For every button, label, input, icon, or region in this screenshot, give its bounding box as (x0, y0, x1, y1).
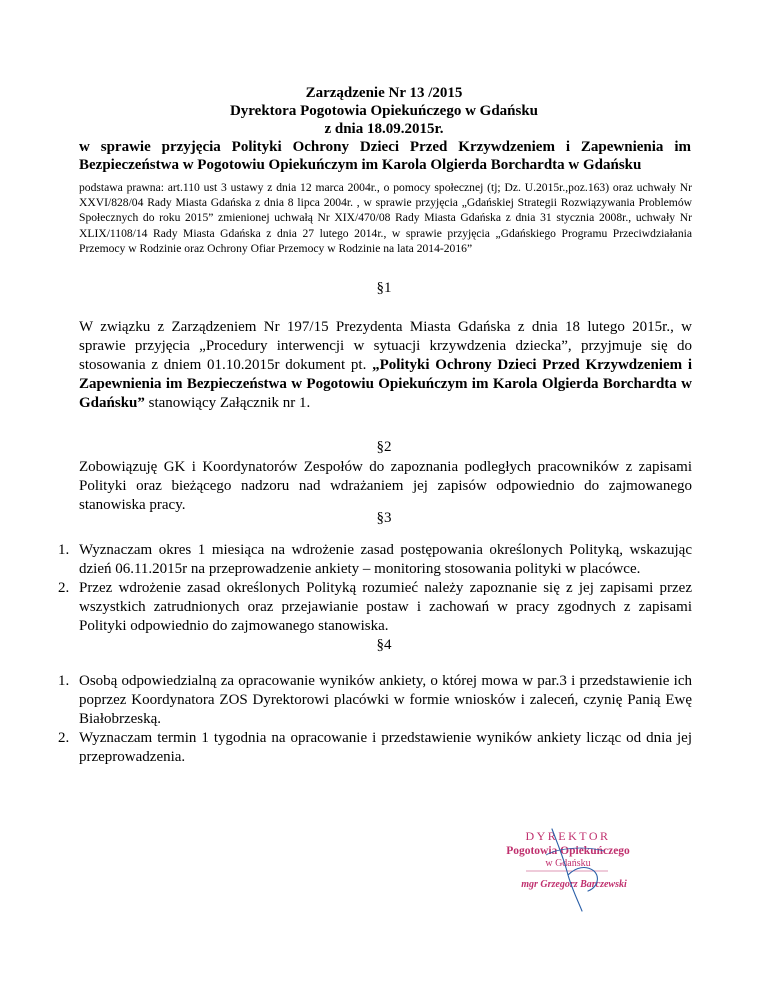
list-number: 2. (58, 730, 70, 746)
director-stamp (486, 815, 696, 915)
section-1-text (79, 318, 692, 413)
stamp-title: DYREKTOR (525, 829, 611, 843)
order-subject: w sprawie przyjęcia Polityki Ochrony Dzieci Przed Krzywdzeniem i Zapewnienia im Bezpieczeństwa w Pogotowiu Opiekuńczym im Karola Olgierda Borchardta w Gdańsku (79, 139, 691, 173)
section-mark-4: §4 (376, 637, 392, 653)
list-item-text: Wyznaczam okres 1 miesiąca na wdrożenie zasad postępowania określonych Polityką, wskazując dzień 06.11.2015r na przeprowadzenie ankiety – monitoring stosowania polityki w placówce. (79, 542, 692, 577)
order-number: Zarządzenie Nr 13 /2015 (305, 85, 463, 101)
section-1-text-start: W związku z Zarządzeniem Nr 197/15 Prezydenta Miasta Gdańska z dnia 18 lutego 2015r., w sprawie przyjęcia „Procedury interwencji w sytuacji krzywdzenia dziecka”, przyjmuje się do stosowania z dniem 01.10.2015r dokument pt. (79, 319, 692, 373)
list-item (58, 579, 692, 636)
list-item-text: Przez wdrożenie zasad określonych Polityką rozumieć należy zapoznanie się z jej zapisami przez wszystkich zatrudnionych oraz przejawianie postaw i zachowań w pracy zgodnych z zapisami Polityki odpowiednio do zajmowanego stanowiska. (79, 580, 692, 634)
list-number: 1. (58, 673, 70, 689)
list-item (58, 729, 692, 767)
list-item (58, 672, 692, 729)
issuer: Dyrektora Pogotowia Opiekuńczego w Gdańsku (229, 103, 539, 119)
section-4-list (58, 672, 692, 767)
section-2-text: Zobowiązuję GK i Koordynatorów Zespołów do zapoznania podległych pracowników z zapisami Polityki oraz bieżącego nadzoru nad wdrażaniem jej zapisów odpowiednio do zajmowanego stanowiska pracy. (79, 459, 692, 513)
stamp-city: w Gdańsku (545, 858, 591, 869)
section-1-text-end: stanowiący Załącznik nr 1. (144, 395, 311, 411)
section-mark-2: §2 (376, 439, 392, 455)
stamp-graphic (486, 815, 696, 915)
stamp-name: mgr Grzegorz Barczewski (521, 879, 627, 890)
list-item (58, 541, 692, 579)
order-date: z dnia 18.09.2015r. (324, 121, 444, 137)
section-mark-1: §1 (376, 280, 392, 296)
list-item-text: Osobą odpowiedzialną za opracowanie wyników ankiety, o której mowa w par.3 i przedstawienie ich poprzez Koordynatora ZOS Dyrektorowi placówki w formie wniosków i zaleceń, czynię Panią Ewę Białobrzeską. (79, 673, 692, 727)
section-3-list (58, 541, 692, 636)
list-number: 1. (58, 542, 70, 558)
stamp-institution: Pogotowia Opiekuńczego (506, 845, 630, 857)
legal-basis: podstawa prawna: art.110 ust 3 ustawy z dnia 12 marca 2004r., o pomocy społecznej (tj; Dz. U.2015r.,poz.163) oraz uchwały Nr XXVI/828/04 Rady Miasta Gdańska z dnia 8 lipca 2004r. , w sprawie przyjęcia „Gdańskiej Strategii Rozwiązywania Problemów Społecznych do roku 2015” zmienionej uchwałą Nr XIX/470/08 Rady Miasta Gdańska z dnia 31 stycznia 2008r., uchwały Nr XLIX/1108/14 Rady Miasta Gdańska z dnia 27 lutego 2014r., w sprawie przyjęcia „Gdańskiego Programu Przeciwdziałania Przemocy w Rodzinie oraz Ochrony Ofiar Przemocy w Rodzinie na lata 2014-2016” (79, 181, 692, 255)
list-item-text: Wyznaczam termin 1 tygodnia na opracowanie i przedstawienie wyników ankiety licząc od dnia jej przeprowadzenia. (79, 730, 692, 765)
section-1-document-title: „Polityki Ochrony Dzieci Przed Krzywdzeniem i Zapewnienia im Bezpieczeństwa w Pogotowiu Opiekuńczym im Karola Olgierda Borchardta w Gdańsku” (79, 357, 692, 411)
section-mark-3: §3 (376, 510, 392, 526)
list-number: 2. (58, 580, 70, 596)
